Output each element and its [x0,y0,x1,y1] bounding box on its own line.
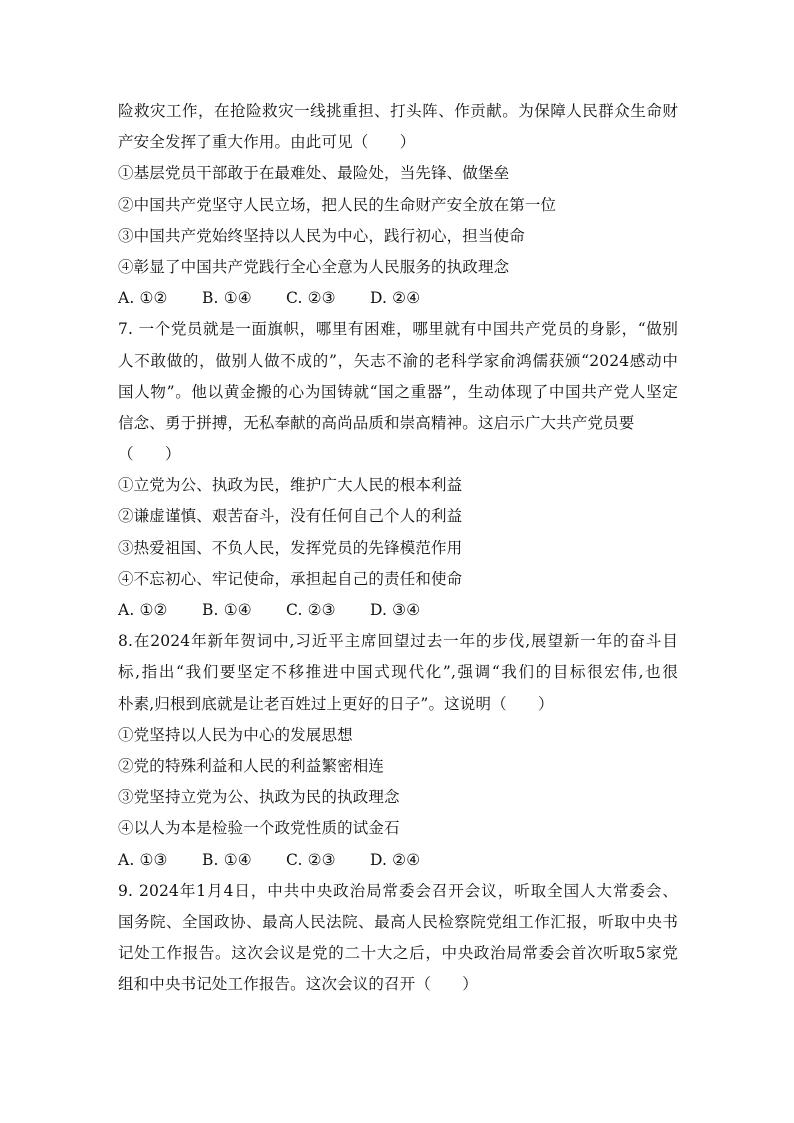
option-statement: ②谦虚谨慎、艰苦奋斗，没有任何自己个人的利益 [118,507,463,526]
choice-a: A. ①② [118,289,168,308]
option-statement: ④不忘初心、牢记使命，承担起自己的责任和使命 [118,569,463,588]
question-stem-line: 记处工作报告。这次会议是党的二十大之后，中央政治局常委会首次听取5家党 [118,944,678,963]
choice-a: A. ①③ [118,850,168,869]
option-statement: ①基层党员干部敢于在最难处、最险处，当先锋、做堡垒 [118,164,510,183]
question-7 [118,314,678,626]
choice-c: C. ②③ [286,850,336,869]
question-stem-line: 人不敢做的，做别人做不成的”，矢志不渝的老科学家俞鸿儒获颁“2024感动中 [118,351,678,370]
question-stem-line: 8.在2024年新年贺词中,习近平主席回望过去一年的步伐,展望新一年的奋斗目 [118,632,678,651]
question-stem-line: 产安全发挥了重大作用。由此可见（ ） [118,133,416,152]
question-stem-line: 标,指出“我们要坚定不移推进中国式现代化”,强调“我们的目标很宏伟,也很 [118,663,678,682]
option-statement: ①党坚持以人民为中心的发展思想 [118,725,353,744]
option-statement: ③热爱祖国、不负人民，发挥党员的先锋模范作用 [118,538,463,557]
choice-b: B. ①④ [202,850,252,869]
question-stem-line: 信念、勇于拼搏，无私奉献的高尚品质和崇高精神。这启示广大共产党员要 [118,413,635,432]
exam-page [118,96,678,1000]
option-statement: ②中国共产党坚守人民立场，把人民的生命财产安全放在第一位 [118,195,557,214]
option-statement: ④彰显了中国共产党践行全心全意为人民服务的执政理念 [118,257,510,276]
choice-d: D. ③④ [370,601,421,619]
question-8 [118,626,678,876]
question-stem-line: 9. 2024年1月4日，中共中央政治局常委会召开会议，听取全国人大常委会、 [118,881,678,900]
choice-b: B. ①④ [202,601,252,619]
answer-choices [118,283,678,314]
choice-d: D. ②④ [370,289,421,308]
question-stem-line: 国人物”。他以黄金搬的心为国铸就“国之重器”，生动体现了中国共产党人坚定 [118,382,678,401]
question-6 [118,96,678,314]
question-stem-line: 险救灾工作，在抢险救灾一线挑重担、打头阵、作贡献。为保障人民群众生命财 [118,102,678,120]
answer-choices [118,845,678,876]
option-statement: ④以人为本是检验一个政党性质的试金石 [118,819,400,838]
option-statement: ①立党为公、执政为民，维护广大人民的根本利益 [118,476,463,495]
choice-d: D. ②④ [370,850,421,869]
question-stem-line: 国务院、全国政协、最高人民法院、最高人民检察院党组工作汇报，听取中央书 [118,912,678,931]
choice-c: C. ②③ [286,601,336,619]
question-stem-line: （ ） [118,445,181,464]
question-9 [118,876,678,1001]
question-stem-line: 朴素,归根到底就是让老百姓过上更好的日子”。这说明（ ） [118,694,554,713]
choice-c: C. ②③ [286,289,336,308]
question-stem-line: 7. 一个党员就是一面旗帜，哪里有困难，哪里就有中国共产党员的身影，“做别 [118,320,678,339]
answer-choices [118,595,678,626]
choice-a: A. ①② [118,601,168,619]
choice-b: B. ①④ [202,289,252,308]
option-statement: ②党的特殊利益和人民的利益繁密相连 [118,756,385,775]
option-statement: ③中国共产党始终坚持以人民为中心，践行初心，担当使命 [118,226,525,245]
question-stem-line: 组和中央书记处工作报告。这次会议的召开（ ） [118,975,478,994]
option-statement: ③党坚持立党为公、执政为民的执政理念 [118,788,400,807]
